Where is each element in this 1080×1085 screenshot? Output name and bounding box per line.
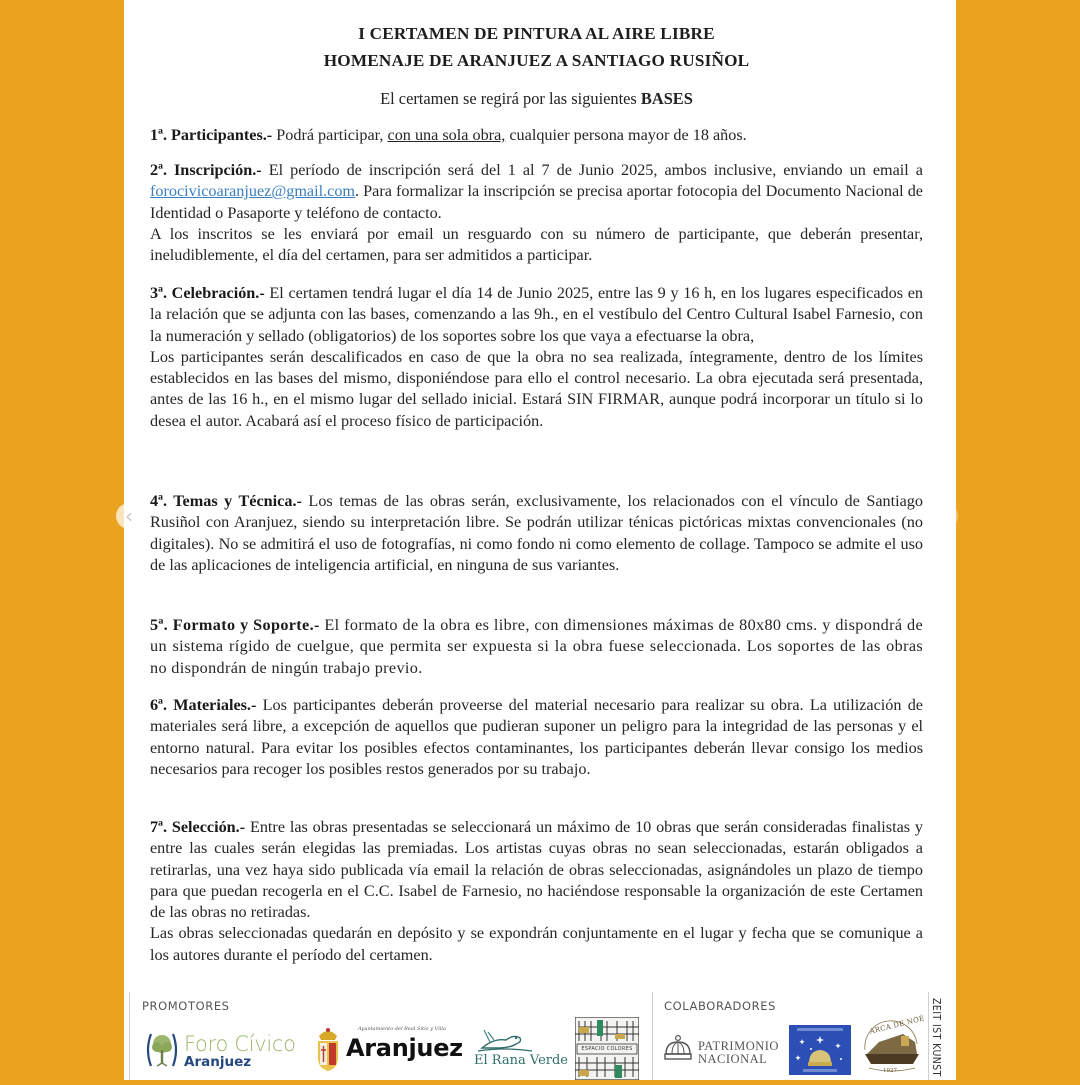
coat-of-arms-icon bbox=[314, 1026, 342, 1072]
el-rana-verde-name: El Rana Verde bbox=[474, 1053, 568, 1068]
section-label: 4ª. Temas y Técnica.- bbox=[150, 492, 302, 510]
patrimonio-line-1: PATRIMONIO bbox=[698, 1039, 779, 1053]
document-title-line-2: HOMENAJE DE ARANJUEZ A SANTIAGO RUSIÑOL bbox=[323, 51, 750, 70]
collaborators-heading: COLABORADORES bbox=[664, 999, 777, 1013]
document-page bbox=[124, 0, 956, 1080]
divider bbox=[652, 992, 653, 1080]
foro-civico-city: Aranjuez bbox=[184, 1054, 252, 1070]
espacio-colores-logo bbox=[575, 1017, 639, 1080]
underlined-text: con una sola obra, bbox=[387, 126, 506, 144]
section-label: 7ª. Selección.- bbox=[150, 818, 246, 836]
section-label: 5ª. Formato y Soporte.- bbox=[150, 616, 320, 634]
section-text: El formato de la obra es libre, con dimensiones máximas de 80x80 cms. y dispondrá de un sistema rígido de cuelgue, que permita ser expuesta si la obra fuese seleccionada. Los soportes de las obras no dispondrán de ningún trabajo previo. bbox=[150, 616, 924, 677]
carousel-next-button[interactable] bbox=[932, 503, 958, 529]
section-label: 1ª. Participantes.- bbox=[150, 126, 273, 144]
blue-crown-badge-logo bbox=[789, 1025, 851, 1075]
section-text: Los temas de las obras serán, exclusivamente, los relacionados con el vínculo de Santiago Rusiñol con Aranjuez, siendo su interpretación libre. Se podrán utilizar ténicas pictóricas mixtas convencionales (no digitales). No se admitirá el uso de fotografías, ni como fondo ni como elemento de collage. Tampoco se admite el uso de las aplicaciones de inteligencia artificial, en ninguna de sus variantes. bbox=[150, 492, 923, 574]
section-label: 6ª. Materiales.- bbox=[150, 696, 257, 714]
el-rana-verde-logo bbox=[474, 1026, 568, 1074]
document-subtitle bbox=[150, 89, 923, 109]
patrimonio-nacional-logo bbox=[662, 1034, 782, 1070]
promoters-heading: PROMOTORES bbox=[142, 999, 230, 1013]
sponsors-footer bbox=[124, 990, 956, 1080]
zeit-ist-kunst-logo: ZEIT IST KUNST bbox=[930, 998, 942, 1077]
section-text: cualquier persona mayor de 18 años. bbox=[505, 126, 747, 144]
subtitle-bold: BASES bbox=[640, 89, 693, 108]
subtitle-text: El certamen se regirá por las siguientes bbox=[380, 89, 641, 108]
section-paragraph: Los participantes serán descalificados en caso de que la obra no sea realizada, íntegramente, dentro de los límites establecidos en las bases del mismo, disponiéndose para ello el control necesario. La obra ejecutada será presentada, antes de las 16 h., en el mismo lugar del sellado inicial. Estará SIN FIRMAR, aunque podrá incorporar un título si lo desea el autor. Acabará así el proceso físico de participación. bbox=[150, 347, 923, 430]
section-text: Entre las obras presentadas se seleccionará un máximo de 10 obras que serán consideradas finalistas y entre las cuales serán elegidas las premiadas. Los artistas cuyas obras no sean seleccionadas, estarán obligados a retirarlas, una vez haya sido publicada vía email la relación de obras seleccionadas, asignándoles un plazo de tiempo para que puedan recogerla en el C.C. Isabel de Farnesio, no haciéndose responsable la organización de este Certamen de las obras no retiradas. bbox=[150, 818, 923, 922]
email-link[interactable]: forocivicoaranjuez@gmail.com bbox=[150, 182, 356, 201]
section-celebracion bbox=[150, 283, 923, 432]
section-text: . Para formalizar la inscripción se precisa aportar fotocopia del Documento Nacional de Identidad o Pasaporte y teléfono de contacto. bbox=[150, 182, 923, 222]
section-participantes bbox=[150, 125, 923, 146]
ayuntamiento-aranjuez-logo bbox=[314, 1026, 464, 1074]
chevron-left-icon: ‹ bbox=[125, 504, 133, 528]
blue-crown-emblem-icon bbox=[789, 1025, 851, 1075]
carousel-prev-button[interactable] bbox=[116, 503, 142, 529]
section-temas-tecnica bbox=[150, 491, 923, 576]
arca-de-noe-year: 1927 bbox=[883, 1068, 897, 1074]
section-text: El período de inscripción será del 1 al 7 de Junio 2025, ambos inclusive, enviando un email a bbox=[261, 161, 923, 179]
divider bbox=[129, 992, 130, 1080]
patrimonio-nacional-text bbox=[698, 1040, 779, 1066]
section-label: 3ª. Celebración.- bbox=[150, 284, 265, 302]
section-inscripcion bbox=[150, 160, 923, 266]
section-text: Los participantes deberán proveerse del material necesario para realizar su obra. La utilización de materiales será libre, a excepción de aquellos que pudieran suponer un peligro para la integridad de las personas y el entorno natural. Para evitar los posibles efectos contaminantes, los participantes deberán llevar consigo los medios necesarios para recoger los posibles restos generados por su trabajo. bbox=[150, 696, 923, 778]
section-text: El certamen tendrá lugar el día 14 de Junio 2025, entre las 9 y 16 h, en los lugares especificados en la relación que se adjunta con las bases, comenzando a las 9h., en el vestíbulo del Centro Cultural Isabel Farnesio, con la numeración y sellado (obligatorios) de los soportes sobre los que vaya a efectuarse la obra, bbox=[150, 284, 923, 345]
tree-icon bbox=[144, 1030, 180, 1070]
arca-de-noe-name: ARCA DE NOÉ bbox=[868, 1014, 926, 1036]
espacio-colores-name: ESPACIO COLORES bbox=[581, 1046, 633, 1052]
section-materiales bbox=[150, 695, 923, 780]
crown-icon bbox=[662, 1034, 694, 1062]
ayuntamiento-subtitle: Ayuntamiento del Real Sitio y Villa bbox=[358, 1026, 446, 1032]
foro-civico-logo bbox=[144, 1030, 304, 1074]
section-paragraph: A los inscritos se les enviará por email un resguardo con su número de participante, que deberán presentar, ineludiblemente, el día del certamen, para ser admitidos a participar. bbox=[150, 224, 923, 265]
foro-civico-name: Foro Cívico bbox=[184, 1032, 296, 1056]
frog-icon bbox=[476, 1026, 536, 1054]
arca-de-noe-logo bbox=[859, 1014, 926, 1078]
section-paragraph: Las obras seleccionadas quedarán en depósito y se expondrán conjuntamente en el lugar y fecha que se comunique a los autores durante el período del certamen. bbox=[150, 924, 923, 964]
patrimonio-line-2: NACIONAL bbox=[698, 1052, 768, 1066]
ayuntamiento-name: Aranjuez bbox=[346, 1034, 463, 1062]
section-label: 2ª. Inscripción.- bbox=[150, 161, 262, 179]
section-text: Podrá participar, bbox=[272, 126, 388, 144]
section-formato-soporte bbox=[150, 615, 923, 679]
section-seleccion bbox=[150, 817, 923, 966]
foro-civico-text bbox=[184, 1033, 296, 1070]
document-title-line-1: I CERTAMEN DE PINTURA AL AIRE LIBRE bbox=[358, 24, 715, 43]
